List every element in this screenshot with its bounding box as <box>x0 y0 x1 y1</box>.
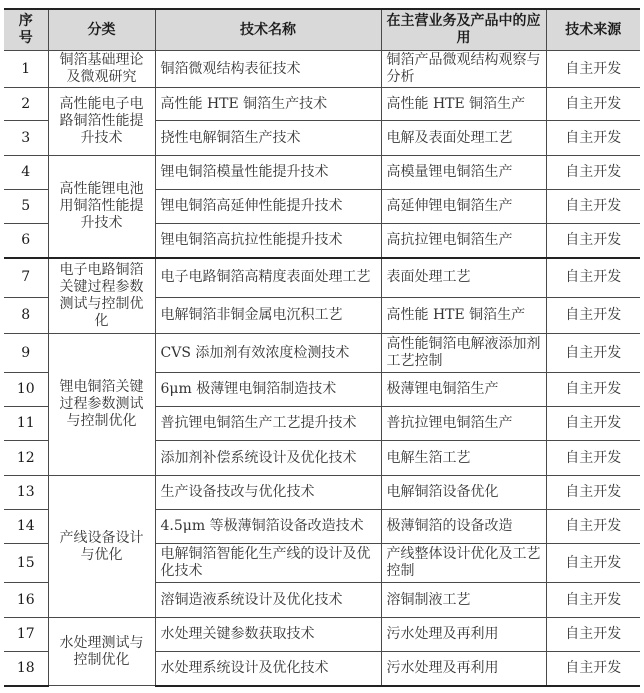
table-row <box>4 258 640 298</box>
source-cell: 自主开发 <box>546 298 640 334</box>
source-cell: 自主开发 <box>546 156 640 190</box>
category-cell: 高性能锂电池用铜箔性能提升技术 <box>48 156 155 258</box>
row-index: 17 <box>4 618 48 652</box>
application-cell: 表面处理工艺 <box>381 258 546 298</box>
tech-name-cell: 挠性电解铜箔生产技术 <box>155 121 381 156</box>
row-index: 8 <box>4 298 48 334</box>
source-cell: 自主开发 <box>546 88 640 121</box>
row-index: 3 <box>4 121 48 156</box>
header-tech-name: 技术名称 <box>155 9 381 51</box>
technology-table <box>4 8 640 687</box>
source-cell: 自主开发 <box>546 121 640 156</box>
table-row <box>4 88 640 121</box>
application-cell: 高性能 HTE 铜箔生产 <box>381 88 546 121</box>
application-cell: 电解及表面处理工艺 <box>381 121 546 156</box>
category-cell: 铜箔基础理论及微观研究 <box>48 51 155 88</box>
tech-name-cell: 电解铜箔非铜金属电沉积工艺 <box>155 298 381 334</box>
row-index: 5 <box>4 190 48 224</box>
source-cell: 自主开发 <box>546 224 640 258</box>
table-row <box>4 476 640 510</box>
table-row <box>4 618 640 652</box>
tech-name-cell: 添加剂补偿系统设计及优化技术 <box>155 441 381 476</box>
tech-name-cell: 电解铜箔智能化生产线的设计及优化技术 <box>155 544 381 583</box>
source-cell: 自主开发 <box>546 652 640 686</box>
application-cell: 电解铜箔设备优化 <box>381 476 546 510</box>
tech-name-cell: 溶铜造液系统设计及优化技术 <box>155 583 381 618</box>
table-row <box>4 156 640 190</box>
application-cell: 污水处理及再利用 <box>381 652 546 686</box>
application-cell: 高性能铜箔电解液添加剂工艺控制 <box>381 334 546 373</box>
tech-name-cell: 水处理系统设计及优化技术 <box>155 652 381 686</box>
source-cell: 自主开发 <box>546 510 640 544</box>
row-index: 7 <box>4 258 48 298</box>
row-index: 18 <box>4 652 48 686</box>
row-index: 14 <box>4 510 48 544</box>
application-cell: 高抗拉锂电铜箔生产 <box>381 224 546 258</box>
header-source: 技术来源 <box>546 9 640 51</box>
row-index: 9 <box>4 334 48 373</box>
source-cell: 自主开发 <box>546 190 640 224</box>
source-cell: 自主开发 <box>546 618 640 652</box>
row-index: 13 <box>4 476 48 510</box>
tech-name-cell: 6μm 极薄锂电铜箔制造技术 <box>155 373 381 407</box>
source-cell: 自主开发 <box>546 373 640 407</box>
table-row <box>4 334 640 373</box>
header-category: 分类 <box>48 9 155 51</box>
row-index: 1 <box>4 51 48 88</box>
application-cell: 极薄锂电铜箔生产 <box>381 373 546 407</box>
tech-name-cell: 生产设备技改与优化技术 <box>155 476 381 510</box>
category-cell: 水处理测试与控制优化 <box>48 618 155 686</box>
tech-name-cell: 铜箔微观结构表征技术 <box>155 51 381 88</box>
tech-name-cell: 锂电铜箔模量性能提升技术 <box>155 156 381 190</box>
tech-name-cell: 锂电铜箔高抗拉性能提升技术 <box>155 224 381 258</box>
tech-name-cell: CVS 添加剂有效浓度检测技术 <box>155 334 381 373</box>
header-index: 序号 <box>4 9 48 51</box>
application-cell: 高延伸锂电铜箔生产 <box>381 190 546 224</box>
source-cell: 自主开发 <box>546 407 640 441</box>
source-cell: 自主开发 <box>546 441 640 476</box>
row-index: 16 <box>4 583 48 618</box>
tech-name-cell: 水处理关键参数获取技术 <box>155 618 381 652</box>
category-cell: 锂电铜箔关键过程参数测试与控制优化 <box>48 334 155 476</box>
row-index: 10 <box>4 373 48 407</box>
category-cell: 高性能电子电路铜箔性能提升技术 <box>48 88 155 156</box>
table-row <box>4 51 640 88</box>
tech-name-cell: 高性能 HTE 铜箔生产技术 <box>155 88 381 121</box>
tech-name-cell: 普抗锂电铜箔生产工艺提升技术 <box>155 407 381 441</box>
row-index: 6 <box>4 224 48 258</box>
row-index: 15 <box>4 544 48 583</box>
tech-name-cell: 4.5μm 等极薄铜箔设备改造技术 <box>155 510 381 544</box>
row-index: 12 <box>4 441 48 476</box>
row-index: 4 <box>4 156 48 190</box>
category-cell: 产线设备设计与优化 <box>48 476 155 618</box>
source-cell: 自主开发 <box>546 334 640 373</box>
application-cell: 污水处理及再利用 <box>381 618 546 652</box>
category-cell: 电子电路铜箔关键过程参数测试与控制优化 <box>48 258 155 334</box>
application-cell: 电解生箔工艺 <box>381 441 546 476</box>
header-application: 在主营业务及产品中的应用 <box>381 9 546 51</box>
source-cell: 自主开发 <box>546 476 640 510</box>
source-cell: 自主开发 <box>546 51 640 88</box>
tech-name-cell: 电子电路铜箔高精度表面处理工艺 <box>155 258 381 298</box>
application-cell: 铜箔产品微观结构观察与分析 <box>381 51 546 88</box>
source-cell: 自主开发 <box>546 258 640 298</box>
header-row <box>4 9 640 51</box>
source-cell: 自主开发 <box>546 583 640 618</box>
application-cell: 产线整体设计优化及工艺控制 <box>381 544 546 583</box>
row-index: 11 <box>4 407 48 441</box>
application-cell: 极薄铜箔的设备改造 <box>381 510 546 544</box>
application-cell: 普抗拉锂电铜箔生产 <box>381 407 546 441</box>
application-cell: 高模量锂电铜箔生产 <box>381 156 546 190</box>
application-cell: 高性能 HTE 铜箔生产 <box>381 298 546 334</box>
row-index: 2 <box>4 88 48 121</box>
tech-name-cell: 锂电铜箔高延伸性能提升技术 <box>155 190 381 224</box>
source-cell: 自主开发 <box>546 544 640 583</box>
application-cell: 溶铜制液工艺 <box>381 583 546 618</box>
